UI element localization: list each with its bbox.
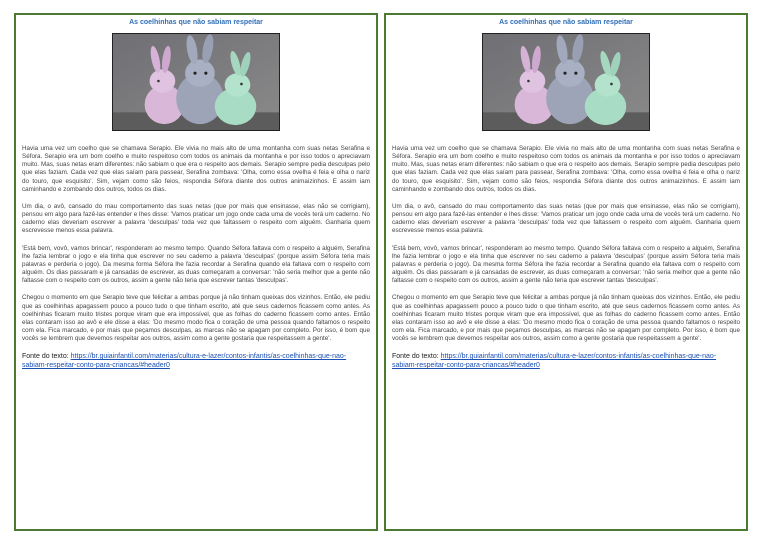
page-title: As coelhinhas que não sabiam respeitar	[129, 19, 263, 26]
source-label: Fonte do texto:	[22, 353, 69, 361]
paragraph-1: Havia uma vez um coelho que se chamava Serapio. Ele vivia no mais alto de uma montanha com suas netas Serafina e Séfora. Serapio era um bom coelho e muito respeitoso com todos os animais da montanha e por isso todos o apreciavam muito. Mas, suas netas eram diferentes: não sabiam o que era o respeito aos demais. Serapio sempre pedia desculpas pelo que elas faziam. Cada vez que elas saíam para passear, Serafina zombava: 'Olha, como essa ovelha é feia e olha o nariz do touro, que esquisito'. Sim, vejam como são feios, respondia Séfora diante dos outros animaizinhos. E assim iam caminhando e zombando dos outros, todos os dias.	[392, 145, 740, 193]
page-title: As coelhinhas que não sabiam respeitar	[499, 19, 633, 26]
paragraph-1: Havia uma vez um coelho que se chamava Serapio. Ele vivia no mais alto de uma montanha com suas netas Serafina e Séfora. Serapio era um bom coelho e muito respeitoso com todos os animais da montanha e por isso todos o apreciavam muito. Mas, suas netas eram diferentes: não sabiam o que era o respeito aos demais. Serapio sempre pedia desculpas pelo que elas faziam. Cada vez que elas saíam para passear, Serafina zombava: 'Olha, como essa ovelha é feia e olha o nariz do touro, que esquisito'. Sim, vejam como são feios, respondia Séfora diante dos outros animaizinhos. E assim iam caminhando e zombando dos outros, todos os dias.	[22, 145, 370, 193]
bunnies-illustration	[482, 33, 650, 131]
source-line	[392, 352, 740, 370]
paragraph-2: Um dia, o avô, cansado do mau comportamento das suas netas (que por mais que ensinasse, elas não se corrigiam), pensou em algo para fazê-las entender e lhes disse: 'Vamos praticar um jogo onde cada uma de vocês terá um caderno. No caderno elas deveriam escrever a palavra 'desculpas' toda vez que faltassem o respeito com alguém. Ganharia quem escrevesse menos essa palavra.	[392, 202, 740, 235]
source-label: Fonte do texto:	[392, 353, 439, 361]
paragraph-3: 'Está bem, vovô, vamos brincar', responderam ao mesmo tempo. Quando Séfora faltava com o respeito a alguém, Serafina lhe fazia lembrar o jogo e ela tinha que escrever no seu caderno a palavra 'desculpas' (porque assim Séfora teria mais palavras e perderia o jogo). Da mesma forma Séfora lhe fazia recordar a Serafina quando ela faltava com o respeito com alguém. Os dias passaram e já cansadas de escrever, as duas começaram a conversar: 'não seria melhor que a gente não faltasse com o respeito com os outros, assim a gente não teria que escrever tantas 'desculpas'.	[392, 244, 740, 285]
source-line	[22, 352, 370, 370]
paragraph-4: Chegou o momento em que Serapio teve que felicitar a ambas porque já não tinham queixas dos vizinhos. Então, ele pediu que as coelhinhas apagassem pouco a pouco tudo o que tinham escrito, até que seus cadernos ficassem como antes. As coelhinhas ficaram muito tristes porque viram que era impossível, que as folhas do caderno ficassem como antes. Então elas contaram isso ao avô e ele disse a elas: 'Do mesmo modo fica o coração de uma pessoa quando faltamos o respeito com ela. Fica marcado, e por mais que peçamos desculpas, as marcas não se apagam por completo. Por isso, é bom que vocês se lembrem que devemos respeitar aos outros, assim como a gente gostaria que respeitassem a gente'.	[22, 294, 370, 343]
paragraph-2: Um dia, o avô, cansado do mau comportamento das suas netas (que por mais que ensinasse, elas não se corrigiam), pensou em algo para fazê-las entender e lhes disse: 'Vamos praticar um jogo onde cada uma de vocês terá um caderno. No caderno elas deveriam escrever a palavra 'desculpas' toda vez que faltassem o respeito com alguém. Ganharia quem escrevesse menos essa palavra.	[22, 202, 370, 235]
source-link[interactable]: https://br.guiainfantil.com/materias/cultura-e-lazer/contos-infantis/as-coelhinhas-que-nao-sabiam-respeitar-conto-para-criancas/#header0	[22, 353, 347, 370]
document-page-left	[14, 13, 378, 531]
paragraph-4: Chegou o momento em que Serapio teve que felicitar a ambas porque já não tinham queixas dos vizinhos. Então, ele pediu que as coelhinhas apagassem pouco a pouco tudo o que tinham escrito, até que seus cadernos ficassem como antes. As coelhinhas ficaram muito tristes porque viram que era impossível, que as folhas do caderno ficassem como antes. Então elas contaram isso ao avô e ele disse a elas: 'Do mesmo modo fica o coração de uma pessoa quando faltamos o respeito com ela. Fica marcado, e por mais que peçamos desculpas, as marcas não se apagam por completo. Por isso, é bom que vocês se lembrem que devemos respeitar aos outros, assim como a gente gostaria que respeitassem a gente'.	[392, 294, 740, 343]
bunnies-illustration	[112, 33, 280, 131]
paragraph-3: 'Está bem, vovô, vamos brincar', responderam ao mesmo tempo. Quando Séfora faltava com o respeito a alguém, Serafina lhe fazia lembrar o jogo e ela tinha que escrever no seu caderno a palavra 'desculpas' (porque assim Séfora teria mais palavras e perderia o jogo). Da mesma forma Séfora lhe fazia recordar a Serafina quando ela faltava com o respeito com alguém. Os dias passaram e já cansadas de escrever, as duas começaram a conversar: 'não seria melhor que a gente não faltasse com o respeito com os outros, assim a gente não teria que escrever tantas 'desculpas'.	[22, 244, 370, 285]
document-page-right	[384, 13, 748, 531]
source-link[interactable]: https://br.guiainfantil.com/materias/cultura-e-lazer/contos-infantis/as-coelhinhas-que-nao-sabiam-respeitar-conto-para-criancas/#header0	[392, 353, 717, 370]
